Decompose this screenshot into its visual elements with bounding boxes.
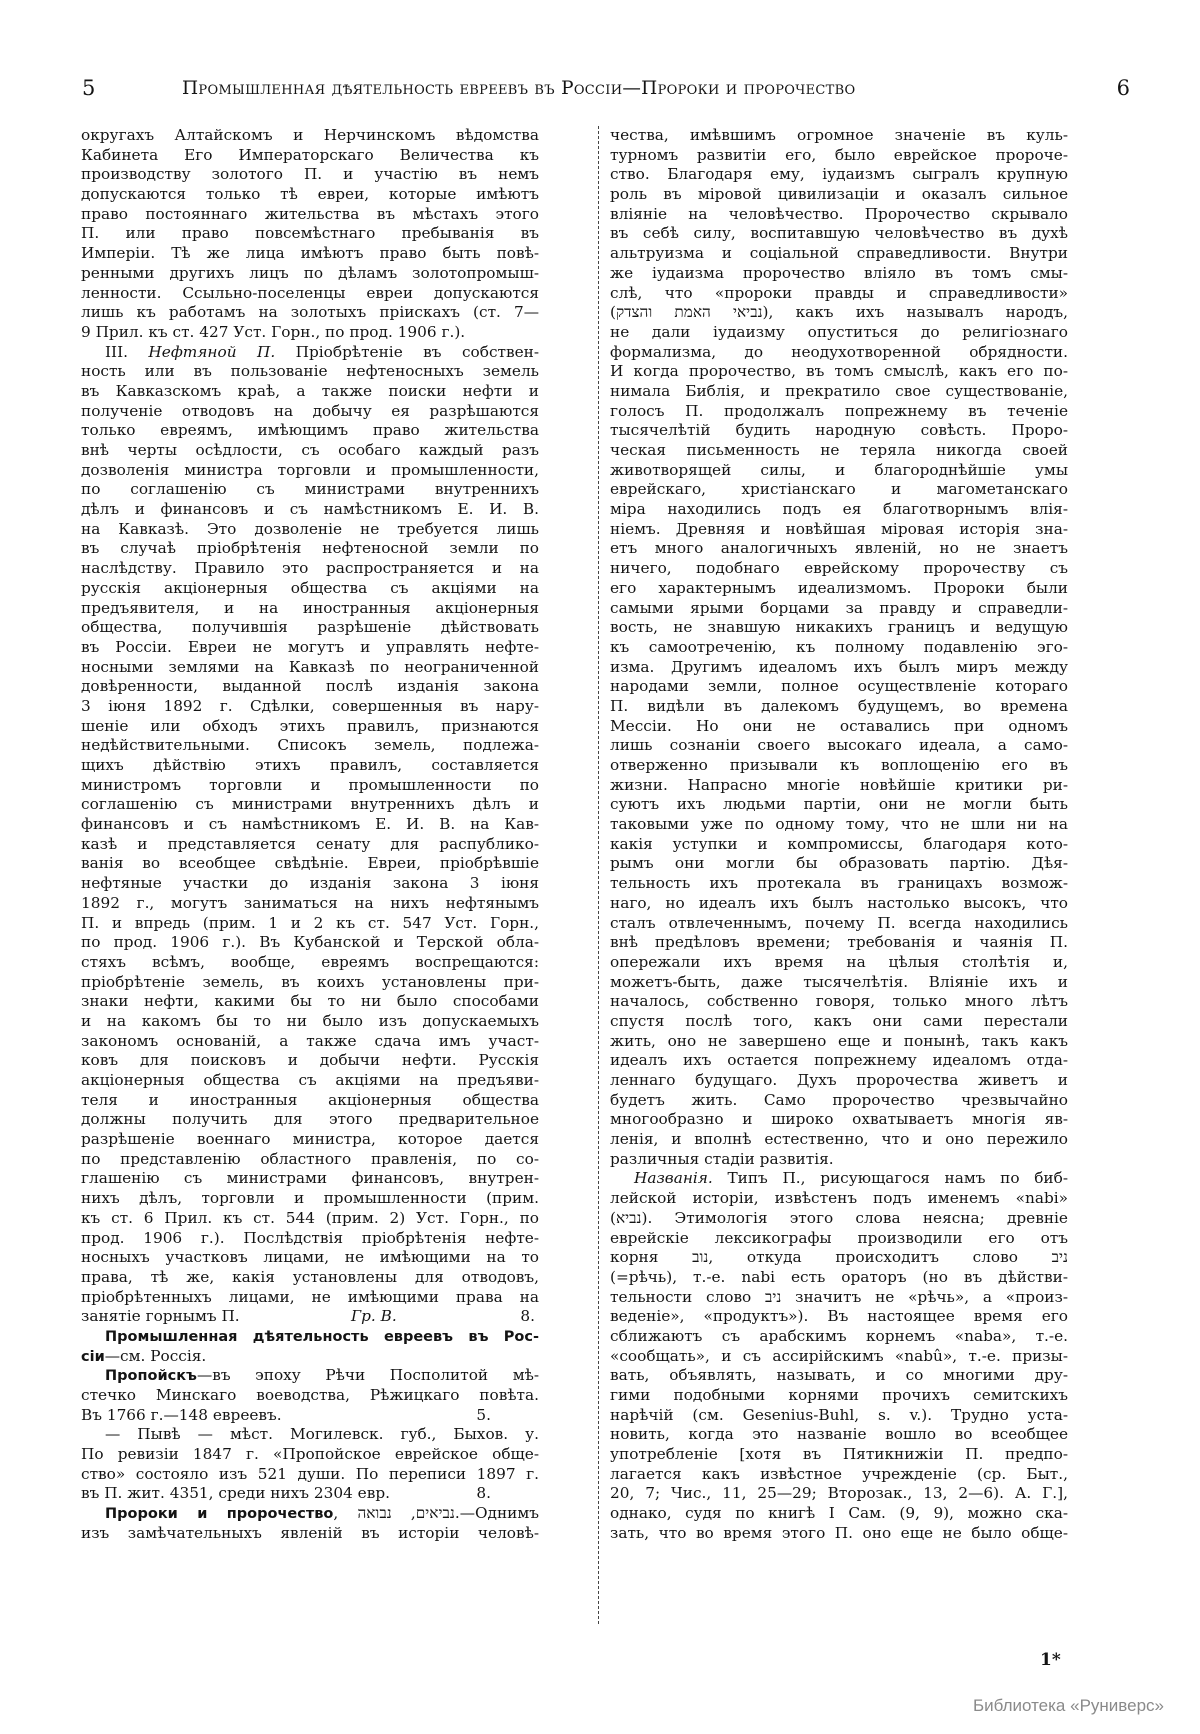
text-line: предъявителя, и на иностранныя акціонерныя [81,598,539,617]
entry-propoisk-line: ство» состояло изъ 521 души. По переписи 1897 г. [81,1464,539,1483]
entry-propoisk-line: — Пывѣ — мѣст. Могилевск. губ., Быхов. у. [105,1425,539,1444]
text-line: стяхъ всѣмъ, вообще, евреямъ воспрещаются: [81,952,539,971]
text-line: теля и иностранныя акціонерныя общества [81,1090,539,1109]
text-line: дозволенія министра торговли и промышленности, [81,460,539,479]
text-line: тысячелѣтій будить народную совѣсть. Проро- [610,421,1068,440]
text-line: жизни. Напрасно многіе новѣйшіе критики ри- [610,775,1068,794]
text-line: роль въ міровой цивилизаціи и оказалъ сильное [610,185,1068,204]
cross-reference: —см. Россія. [104,1346,207,1365]
text-line: шеніе или обходъ этихъ правилъ, признаются [81,716,539,735]
text-line: ничего, подобнаго еврейскому пророчеству съ [610,559,1068,578]
text-line: началось, собственно говоря, только много лѣтъ [610,992,1068,1011]
text-line: чества, имѣвшимъ огромное значеніе въ куль- [610,126,1068,144]
text-line: употребленіе [хотя въ Пятикнижіи П. предпо- [610,1445,1068,1464]
text-line: округахъ Алтайскомъ и Нерчинскомъ вѣдомства [81,126,539,144]
entry-propoisk-line [81,1406,539,1426]
text-line: ческая письменность не теряла никогда своей [610,441,1068,459]
text-line: рымъ они могли бы образовать партію. Дѣя- [610,854,1068,873]
column-divider [598,126,599,1624]
text-line: новить, когда это названіе вошло во всеобщее [610,1425,1068,1444]
text-line: сталъ отвлеченнымъ, почему П. всегда находились [610,913,1068,932]
text-line: слѣ, что «пророки правды и справедливости» [610,283,1068,302]
headword-end: сіи [81,1348,105,1365]
text-line: казѣ и представляется сенату для распублико- [81,834,539,853]
entry-prophets-line: изъ замѣчательныхъ явленій въ исторіи человѣ- [81,1523,539,1542]
text-line: ленности. Ссыльно-поселенцы евреи допускаются [81,283,539,302]
text-line: многообразно и широко охватываетъ многія яв- [610,1110,1068,1129]
text-line: (=рѣчь), т.-е. nabi есть ораторъ (но въ дѣйстви- [610,1267,1068,1286]
text-line: лагается какъ извѣстное учрежденіе (ср. Быт., [610,1464,1068,1483]
text-line: однако, судя по книгѣ I Сам. (9, 9), можно ска- [610,1504,1068,1523]
text-line: вліяніе на человѣчество. Пророчество скрывало [610,204,1068,223]
text-line: П. видѣли въ далекомъ будущемъ, во времена [610,696,1068,715]
text-line: вать, объявлять, называть, и со многими дру- [610,1366,1068,1385]
text-line: внѣ предѣловъ времени; требованія и чаянія П. [610,933,1068,952]
text-line: различныя стадіи развитія. [610,1149,834,1168]
text-line: опережали ихъ время на цѣлыя столѣтія и, [610,952,1068,971]
text-line: на Кавказѣ. Это дозволеніе не требуется лишь [81,519,539,538]
text-line: по представленію областного правленія, по со- [81,1149,539,1168]
text-line: П. и впредь (прим. 1 и 2 къ ст. 547 Уст. Горн., [81,913,539,932]
text-line: министромъ торговли и промышленности по [81,775,539,794]
text-line: по прод. 1906 г.). Въ Кубанской и Терской обла- [81,933,539,952]
text-line: спустя послѣ того, какъ они сами перестали [610,1011,1068,1030]
text-line: общества, получившія разрѣшеніе дѣйствовать [81,618,539,637]
text-line: его характернымъ идеализмомъ. Пророки были [610,578,1068,597]
entry-industry-text [81,1347,539,1367]
text-line: Имперіи. Тѣ же лица имѣютъ право быть повѣ- [81,244,539,263]
text-line: въ случаѣ пріобрѣтенія нефтеносной земли по [81,539,539,558]
text-line: будетъ жить. Само пророчество чрезвычайно [610,1090,1068,1109]
text-line: Названія. Типъ П., рисующагося намъ по биб- [634,1169,1068,1188]
text-line: недѣйствительными. Списокъ земель, подлежа- [81,736,539,755]
section-title-italic: Нефтяной П. [148,342,276,361]
text-line: прод. 1906 г.). Послѣдствія пріобрѣтенія нефте- [81,1228,539,1247]
text-line: въ Кавказскомъ краѣ, а также поиски нефти и [81,381,539,400]
text-line: занятіе горнымъ П. Гр. В. 8. [81,1307,535,1326]
text-line: ковъ для поисковъ и добычи нефти. Русскія [81,1051,539,1070]
entry-industry-headword [81,1327,539,1347]
text-line: лишь сознаніи своего высокаго идеала, а само- [610,736,1068,755]
text-line: же іудаизма пророчество вліяло въ томъ смы- [610,263,1068,282]
text-line: животворящей силы, и благороднѣйшіе умы [610,460,1068,479]
text-line: закономъ основаній, а также сдача имъ участ- [81,1031,539,1050]
entry-text: —въ эпоху Рѣчи Посполитой мѣ- [196,1366,539,1385]
text-line: по соглашенію съ министрами внутреннихъ [81,480,539,499]
text-line: можетъ-быть, даже тысячелѣтія. Вліяніе ихъ и [610,972,1068,991]
text-line: какія уступки и компромиссы, благодаря кото- [610,834,1068,853]
text-line: наго, но идеалъ ихъ былъ настолько высокъ, что [610,893,1068,912]
text-line: жить, оно не завершено еще и понынѣ, такъ какъ [610,1031,1068,1050]
text-line: допускаются только тѣ евреи, которые имѣютъ [81,185,539,204]
text-line: финансовъ и съ намѣстникомъ Е. И. В. на Кав- [81,815,539,834]
text-line: ренными другихъ лицъ по дѣламъ золотопромыш- [81,263,539,282]
text-line: носными землями на Кавказѣ по неограниченной [81,657,539,676]
text-line: разрѣшеніе военнаго министра, которое дается [81,1130,539,1149]
text-line: (נביא). Этимологія этого слова неясна; древніе [610,1208,1068,1227]
text-line: акціонерныя общества съ акціями на предъяви- [81,1071,539,1089]
text-line: лейской исторіи, извѣстенъ подъ именемъ «nabi» [610,1189,1068,1208]
text-line: и на какомъ бы то ни было изъ допускаемыхъ [81,1011,539,1030]
text-line: къ самоотреченію, къ полному подавленію эго- [610,637,1068,656]
text-line: русскія акціонерныя общества съ акціями на [81,578,539,597]
entry-text: Въ 1766 г.—148 евреевъ. [81,1405,282,1424]
text-line: міра находились подъ ея благотворнымъ влія- [610,500,1068,519]
text-line: «сообщать», и съ ассирійскимъ «nabû», т.-е. призы- [610,1346,1068,1365]
text-line: 3 іюня 1892 г. Сдѣлки, совершенныя въ нару- [81,696,539,715]
sheet-signature: 1* [1040,1650,1061,1670]
text-line: еврейскіе лексикографы производили его отъ [610,1228,1068,1247]
text-line: нимала Библія, и прекратило свое существованіе, [610,381,1068,400]
section-title-italic: Названія. [634,1169,713,1188]
text-line: леннаго будущаго. Духъ пророчества живетъ и [610,1071,1068,1089]
text-line: Кабинета Его Императорскаго Величества къ [81,145,539,164]
text-line: тельность ихъ протекала въ границахъ возмож- [610,874,1068,893]
text-line: лишь къ работамъ на золотыхъ пріискахъ (ст. 7— [81,303,539,322]
text-line: производству золотого П. и участію въ немъ [81,165,539,184]
text-line: пріобрѣтенныхъ лицами, не имѣющими права на [81,1287,539,1306]
source-ref: 8. [520,1307,535,1326]
text-line: веденіе», «продуктъ»). Въ настоящее время его [610,1307,1068,1326]
text-line: внѣ черты осѣдлости, съ особаго каждый разъ [81,441,539,459]
text-line: пріобрѣтеніе земель, въ коихъ установлены при- [81,972,539,991]
text-line: III. Нефтяной П. Пріобрѣтеніе въ собствен- [105,342,539,361]
text-line: суютъ ихъ людьми партіи, они не могли быть [610,795,1068,814]
text-line: альтруизма и соціальной справедливости. Внутри [610,244,1068,263]
entry-propoisk-line: стечко Минскаго воеводства, Рѣжицкаго повѣта. [81,1386,539,1404]
entry-prophets-headline [81,1504,539,1524]
running-header [78,76,1130,106]
page-number-left: 5 [82,76,96,100]
text-line: сближаютъ съ арабскимъ корнемъ «naba», т.-е. [610,1326,1068,1345]
text-line: соглашенію съ министрами внутреннихъ дѣлъ и [81,795,539,814]
text-line: нихъ дѣлъ, торговли и промышленности (прим. [81,1189,539,1208]
entry-text: въ П. жит. 4351, среди нихъ 2304 евр. [81,1484,390,1503]
text-line: гими подобными корнями прочихъ семитскихъ [610,1386,1068,1404]
text-line: голосъ П. продолжалъ попрежнему въ теченіе [610,401,1068,420]
entry-text: —Однимъ [459,1504,539,1523]
text-line: Мессіи. Но они не оставались при одномъ [610,716,1068,735]
text-line: вость, не знавшую никакихъ границъ и ведущую [610,618,1068,637]
text-line: народами земли, полное осуществленіе котораго [610,677,1068,696]
text-line: етъ много аналогичныхъ явленій, но не знаетъ [610,539,1068,558]
library-watermark: Библиотека «Руниверс» [972,1696,1164,1715]
text-line: корня נוב, откуда происходитъ слово ניב [610,1248,1068,1267]
entry-propoisk-line [81,1484,539,1504]
entry-propoisk-line: По ревизіи 1847 г. «Пропойское еврейское обще- [81,1445,539,1464]
text-line: право постояннаго жительства въ мѣстахъ этого [81,204,539,223]
text-line: щихъ дѣйствію этихъ правилъ, составляется [81,756,539,774]
hebrew-terms: , נביאים, נבואה. [333,1504,460,1523]
text-line: самыми ярыми борцами за правду и справедли- [610,598,1068,617]
text-line: носныхъ участковъ лицами, не имѣющими на то [81,1248,539,1267]
text-line: должны получить для этого предварительное [81,1110,539,1129]
right-column [610,126,1068,1544]
text-line: ванія во всеобщее свѣдѣніе. Евреи, пріобрѣвшіе [81,854,539,873]
text-line: права, тѣ же, какія установлены для отводовъ, [81,1267,539,1286]
text-line: изма. Другимъ идеаломъ ихъ былъ миръ между [610,657,1068,676]
text-line: 1892 г., могутъ заниматься на нихъ нефтянымъ [81,893,539,912]
text-line: тельности слово ניב значитъ не «рѣчь», а «произ- [610,1287,1068,1306]
running-title: Промышленная дѣятельность евреевъ въ Россіи—Пророки и пророчество [182,78,856,99]
text-line: П. или право повсемѣстнаго пребыванія въ [81,224,539,243]
text-line: формализма, до неодухотворенной обрядности. [610,342,1068,361]
text-line: глашенію съ министрами финансовъ, внутрен- [81,1169,539,1188]
text-line: только евреямъ, имѣющимъ право жительства [81,421,539,440]
headword: Пропойскъ [105,1368,197,1385]
text-line: И когда пророчество, въ томъ смыслѣ, какъ его по- [610,362,1068,381]
text-line: (נביאי האמת והצדק), какъ ихъ называлъ народъ, [610,303,1068,322]
text-line: зать, что во время этого П. оно еще не было обще- [610,1523,1068,1542]
text-line: не дали іудаизму опуститься до религіознаго [610,322,1068,341]
text-line: дѣлъ и финансовъ и съ намѣстникомъ Е. И. В. [81,500,539,519]
author-signature: Гр. В. [351,1307,397,1326]
text-line: знаки нефти, какими бы то ни было способами [81,992,539,1011]
source-ref: 5. [476,1405,491,1424]
text-line: наслѣдству. Правило это распространяется и на [81,559,539,578]
text-line: ленія, и вполнѣ естественно, что и оно пережило [610,1130,1068,1149]
text-line: таковыми уже по одному тому, что не шли ни на [610,815,1068,834]
entry-propoisk-line [81,1366,539,1386]
text-line: къ ст. 6 Прил. къ ст. 544 (прим. 2) Уст. Горн., по [81,1208,539,1227]
page-number-right: 6 [1116,76,1130,100]
text-line: въ себѣ силу, воспитавшую человѣчество въ духѣ [610,224,1068,243]
text-line: полученіе отводовъ на добычу ея разрѣшаются [81,401,539,420]
text-line: въ Россіи. Евреи не могутъ и управлять нефте- [81,637,539,656]
headword: Промышленная дѣятельность евреевъ въ Рос- [105,1328,539,1345]
text-line: довѣренности, выданной послѣ изданія закона [81,677,539,696]
text-line: идеалъ ихъ остается попрежнему идеаломъ отда- [610,1051,1068,1070]
text-line: еврейскаго, христіанскаго и магометанскаго [610,480,1068,499]
source-ref: 8. [476,1484,491,1503]
headword: Пророки и пророчество [105,1506,334,1523]
left-column [81,126,539,1544]
text-line: отверженно призывали къ воплощенію его въ [610,756,1068,774]
text-line: 20, 7; Чис., 11, 25—29; Второзак., 13, 2—6). А. Г.], [610,1484,1068,1503]
text-line: ство. Благодаря ему, іудаизмъ сыгралъ крупную [610,165,1068,184]
text-line: ность или въ пользованіе нефтеносныхъ земель [81,362,539,381]
text-line: ніемъ. Древняя и новѣйшая міровая исторія зна- [610,519,1068,538]
text-line: турномъ развитіи его, было еврейское пророче- [610,145,1068,164]
text-line: нарѣчій (см. Gesenius-Buhl, s. v.). Трудно уста- [610,1405,1068,1424]
text-line: нефтяные участки до изданія закона 3 іюня [81,874,539,893]
text-line: 9 Прил. къ ст. 427 Уст. Горн., по прод. 1906 г.). [81,322,466,341]
